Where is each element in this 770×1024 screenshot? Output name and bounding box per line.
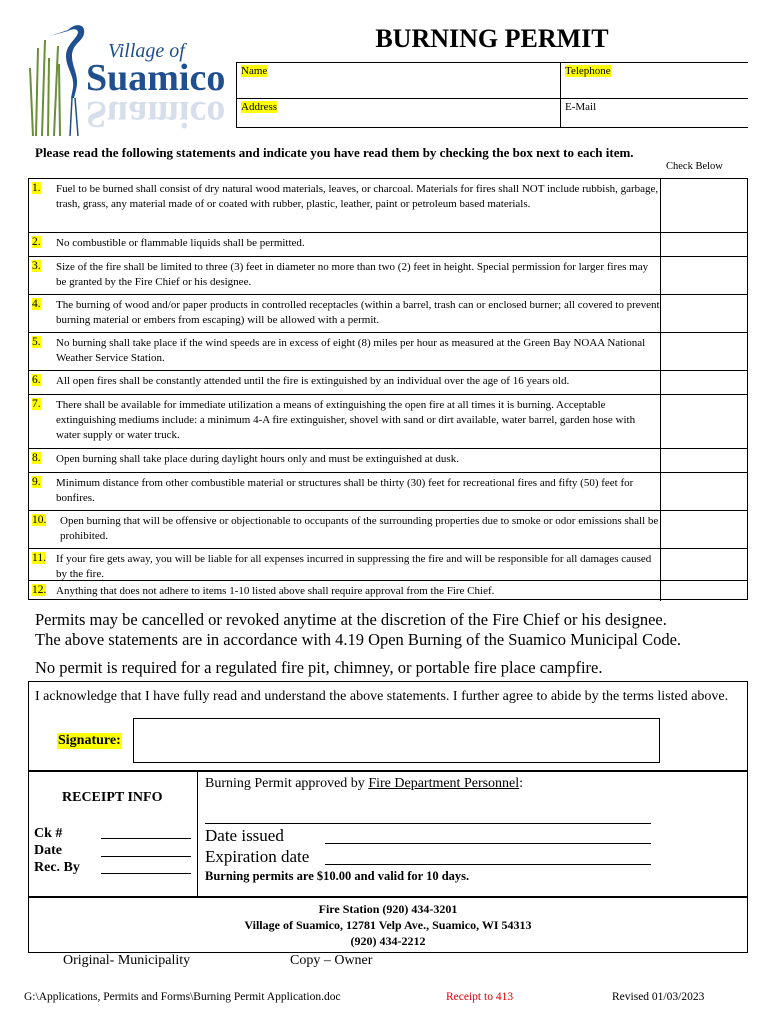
date-issued-label: Date issued	[205, 826, 284, 845]
date-label: Date	[34, 843, 62, 858]
address-label: Address	[241, 101, 278, 113]
list-item	[29, 371, 747, 395]
applicant-fields	[236, 62, 748, 128]
ck-input[interactable]	[101, 838, 191, 839]
copy-owner: Copy – Owner	[290, 953, 373, 968]
logo-text-village-of: Village of	[108, 40, 185, 62]
fee-note: Burning permits are $10.00 and valid for 10 days.	[205, 869, 470, 883]
item-number: 6.	[32, 374, 41, 386]
list-item	[29, 179, 747, 233]
item-text: Open burning shall take place during daylight hours only and must be extinguished at dusk.	[56, 453, 459, 465]
item-text: There shall be available for immediate utilization a means of extinguishing the open fire at all times it is burning. Acceptable extinguishing mediums include: a minimum 4-A fire extinguisher, shovel with sand or dirt available, water barrel, garden hose with water supply or water truck.	[56, 399, 636, 441]
date-input[interactable]	[101, 856, 191, 857]
approved-by-text	[205, 776, 523, 792]
station-address: Village of Suamico, 12781 Velp Ave., Suamico, WI 54313	[244, 918, 532, 932]
receipt-divider	[197, 772, 198, 896]
notice-revoke: Permits may be cancelled or revoked anytime at the discretion of the Fire Chief or his designee.	[35, 610, 667, 629]
logo-reflection: Suamico	[86, 93, 226, 135]
item-checkbox[interactable]	[660, 333, 750, 370]
item-checkbox[interactable]	[660, 179, 750, 232]
list-item	[29, 511, 747, 549]
item-checkbox[interactable]	[660, 295, 750, 332]
item-checkbox[interactable]	[660, 257, 750, 294]
item-text: If your fire gets away, you will be liable for all expenses incurred in suppressing the fire and will be responsible for all damages caused by the fire.	[56, 553, 652, 580]
list-item	[29, 549, 747, 581]
item-text: The burning of wood and/or paper products in controlled receptacles (within a barrel, trash can or enclosed burner; all covered to prevent burning material or embers from escaping) will be allowed with a permit.	[56, 299, 660, 326]
item-checkbox[interactable]	[660, 581, 750, 601]
item-number: 3.	[32, 260, 41, 272]
list-item	[29, 233, 747, 257]
item-number: 12.	[32, 584, 47, 596]
approver-input[interactable]	[205, 823, 651, 824]
expiration-input[interactable]	[325, 864, 651, 865]
item-number: 2.	[32, 236, 41, 248]
logo-text-suamico: Suamico	[86, 57, 226, 99]
item-number: 1.	[32, 182, 41, 194]
item-number: 9.	[32, 476, 41, 488]
item-text: No combustible or flammable liquids shall be permitted.	[56, 237, 305, 249]
date-issued-input[interactable]	[325, 843, 651, 844]
telephone-field[interactable]	[560, 62, 748, 98]
station-phone-2: (920) 434-2212	[350, 934, 426, 948]
item-checkbox[interactable]	[660, 549, 750, 580]
item-text: All open fires shall be constantly attended until the fire is extinguished by an individual over the age of 16 years old.	[56, 375, 570, 387]
rec-by-label: Rec. By	[34, 860, 80, 875]
ck-label: Ck #	[34, 826, 63, 841]
item-checkbox[interactable]	[660, 449, 750, 472]
item-number: 7.	[32, 398, 41, 410]
item-checkbox[interactable]	[660, 395, 750, 448]
item-checkbox[interactable]	[660, 473, 750, 510]
approved-personnel: Fire Department Personnel	[368, 776, 520, 791]
item-checkbox[interactable]	[660, 371, 750, 394]
approved-prefix: Burning Permit approved by	[205, 776, 369, 791]
item-text: Fuel to be burned shall consist of dry natural wood materials, leaves, or charcoal. Materials for fires shall NOT include rubbish, garbage, trash, grass, any material made of or coated with rubber, plastic, leather, paint or petroleum based materials.	[56, 183, 659, 210]
station-info	[28, 897, 748, 953]
check-below-header: Check Below	[666, 161, 723, 172]
station-phone: Fire Station (920) 434-3201	[318, 902, 458, 916]
list-item	[29, 449, 747, 473]
notice-no-permit: No permit is required for a regulated fire pit, chimney, or portable fire place campfire.	[35, 658, 603, 677]
item-number: 4.	[32, 298, 41, 310]
receipt-routing: Receipt to 413	[446, 991, 514, 1003]
list-item	[29, 473, 747, 511]
statements-list	[28, 178, 748, 600]
item-checkbox[interactable]	[660, 233, 750, 256]
receipt-title: RECEIPT INFO	[62, 790, 163, 805]
address-field[interactable]	[236, 98, 560, 128]
item-text: Size of the fire shall be limited to three (3) feet in diameter no more than two (2) feet in height. Special permission for larger fires may be granted by the Fire Chief or his designee.	[56, 261, 649, 288]
approved-suffix: :	[519, 776, 524, 791]
list-item	[29, 333, 747, 371]
item-text: Anything that does not adhere to items 1-10 listed above shall require approval from the Fire Chief.	[56, 585, 495, 597]
notice-code: The above statements are in accordance with 4.19 Open Burning of the Suamico Municipal Code.	[35, 630, 682, 649]
village-logo	[28, 18, 228, 140]
page-title: BURNING PERMIT	[375, 24, 609, 53]
rec-by-input[interactable]	[101, 873, 191, 874]
copy-original: Original- Municipality	[63, 953, 191, 968]
list-item	[29, 295, 747, 333]
telephone-label: Telephone	[565, 65, 611, 77]
signature-field[interactable]	[133, 718, 660, 763]
item-number: 10.	[32, 514, 47, 526]
file-path: G:\Applications, Permits and Forms\Burning Permit Application.doc	[24, 991, 341, 1003]
email-field[interactable]	[560, 98, 748, 128]
item-number: 11.	[32, 552, 46, 564]
email-label: E-Mail	[565, 101, 597, 113]
acknowledgement-text: I acknowledge that I have fully read and understand the above statements. I further agree to abide by the terms listed above.	[35, 689, 729, 704]
expiration-label: Expiration date	[205, 847, 310, 866]
list-item	[29, 257, 747, 295]
item-text: Minimum distance from other combustible material or structures shall be thirty (30) feet for recreational fires and fifty (50) feet for bonfires.	[56, 477, 634, 504]
item-text: No burning shall take place if the wind speeds are in excess of eight (8) miles per hour as measured at the Green Bay NOAA National Weather Service Station.	[56, 337, 646, 364]
item-number: 5.	[32, 336, 41, 348]
name-field[interactable]	[236, 62, 560, 98]
revised-date: Revised 01/03/2023	[612, 991, 705, 1003]
receipt-section	[28, 771, 748, 897]
name-label: Name	[241, 65, 268, 77]
instructions-text: Please read the following statements and indicate you have read them by checking the box next to each item.	[35, 145, 634, 160]
signature-label: Signature:	[58, 733, 121, 748]
item-number: 8.	[32, 452, 41, 464]
list-item	[29, 581, 747, 601]
item-text: Open burning that will be offensive or objectionable to occupants of the surrounding properties due to smoke or odor emissions shall be prohibited.	[60, 515, 659, 542]
list-item	[29, 395, 747, 449]
item-checkbox[interactable]	[660, 511, 750, 548]
